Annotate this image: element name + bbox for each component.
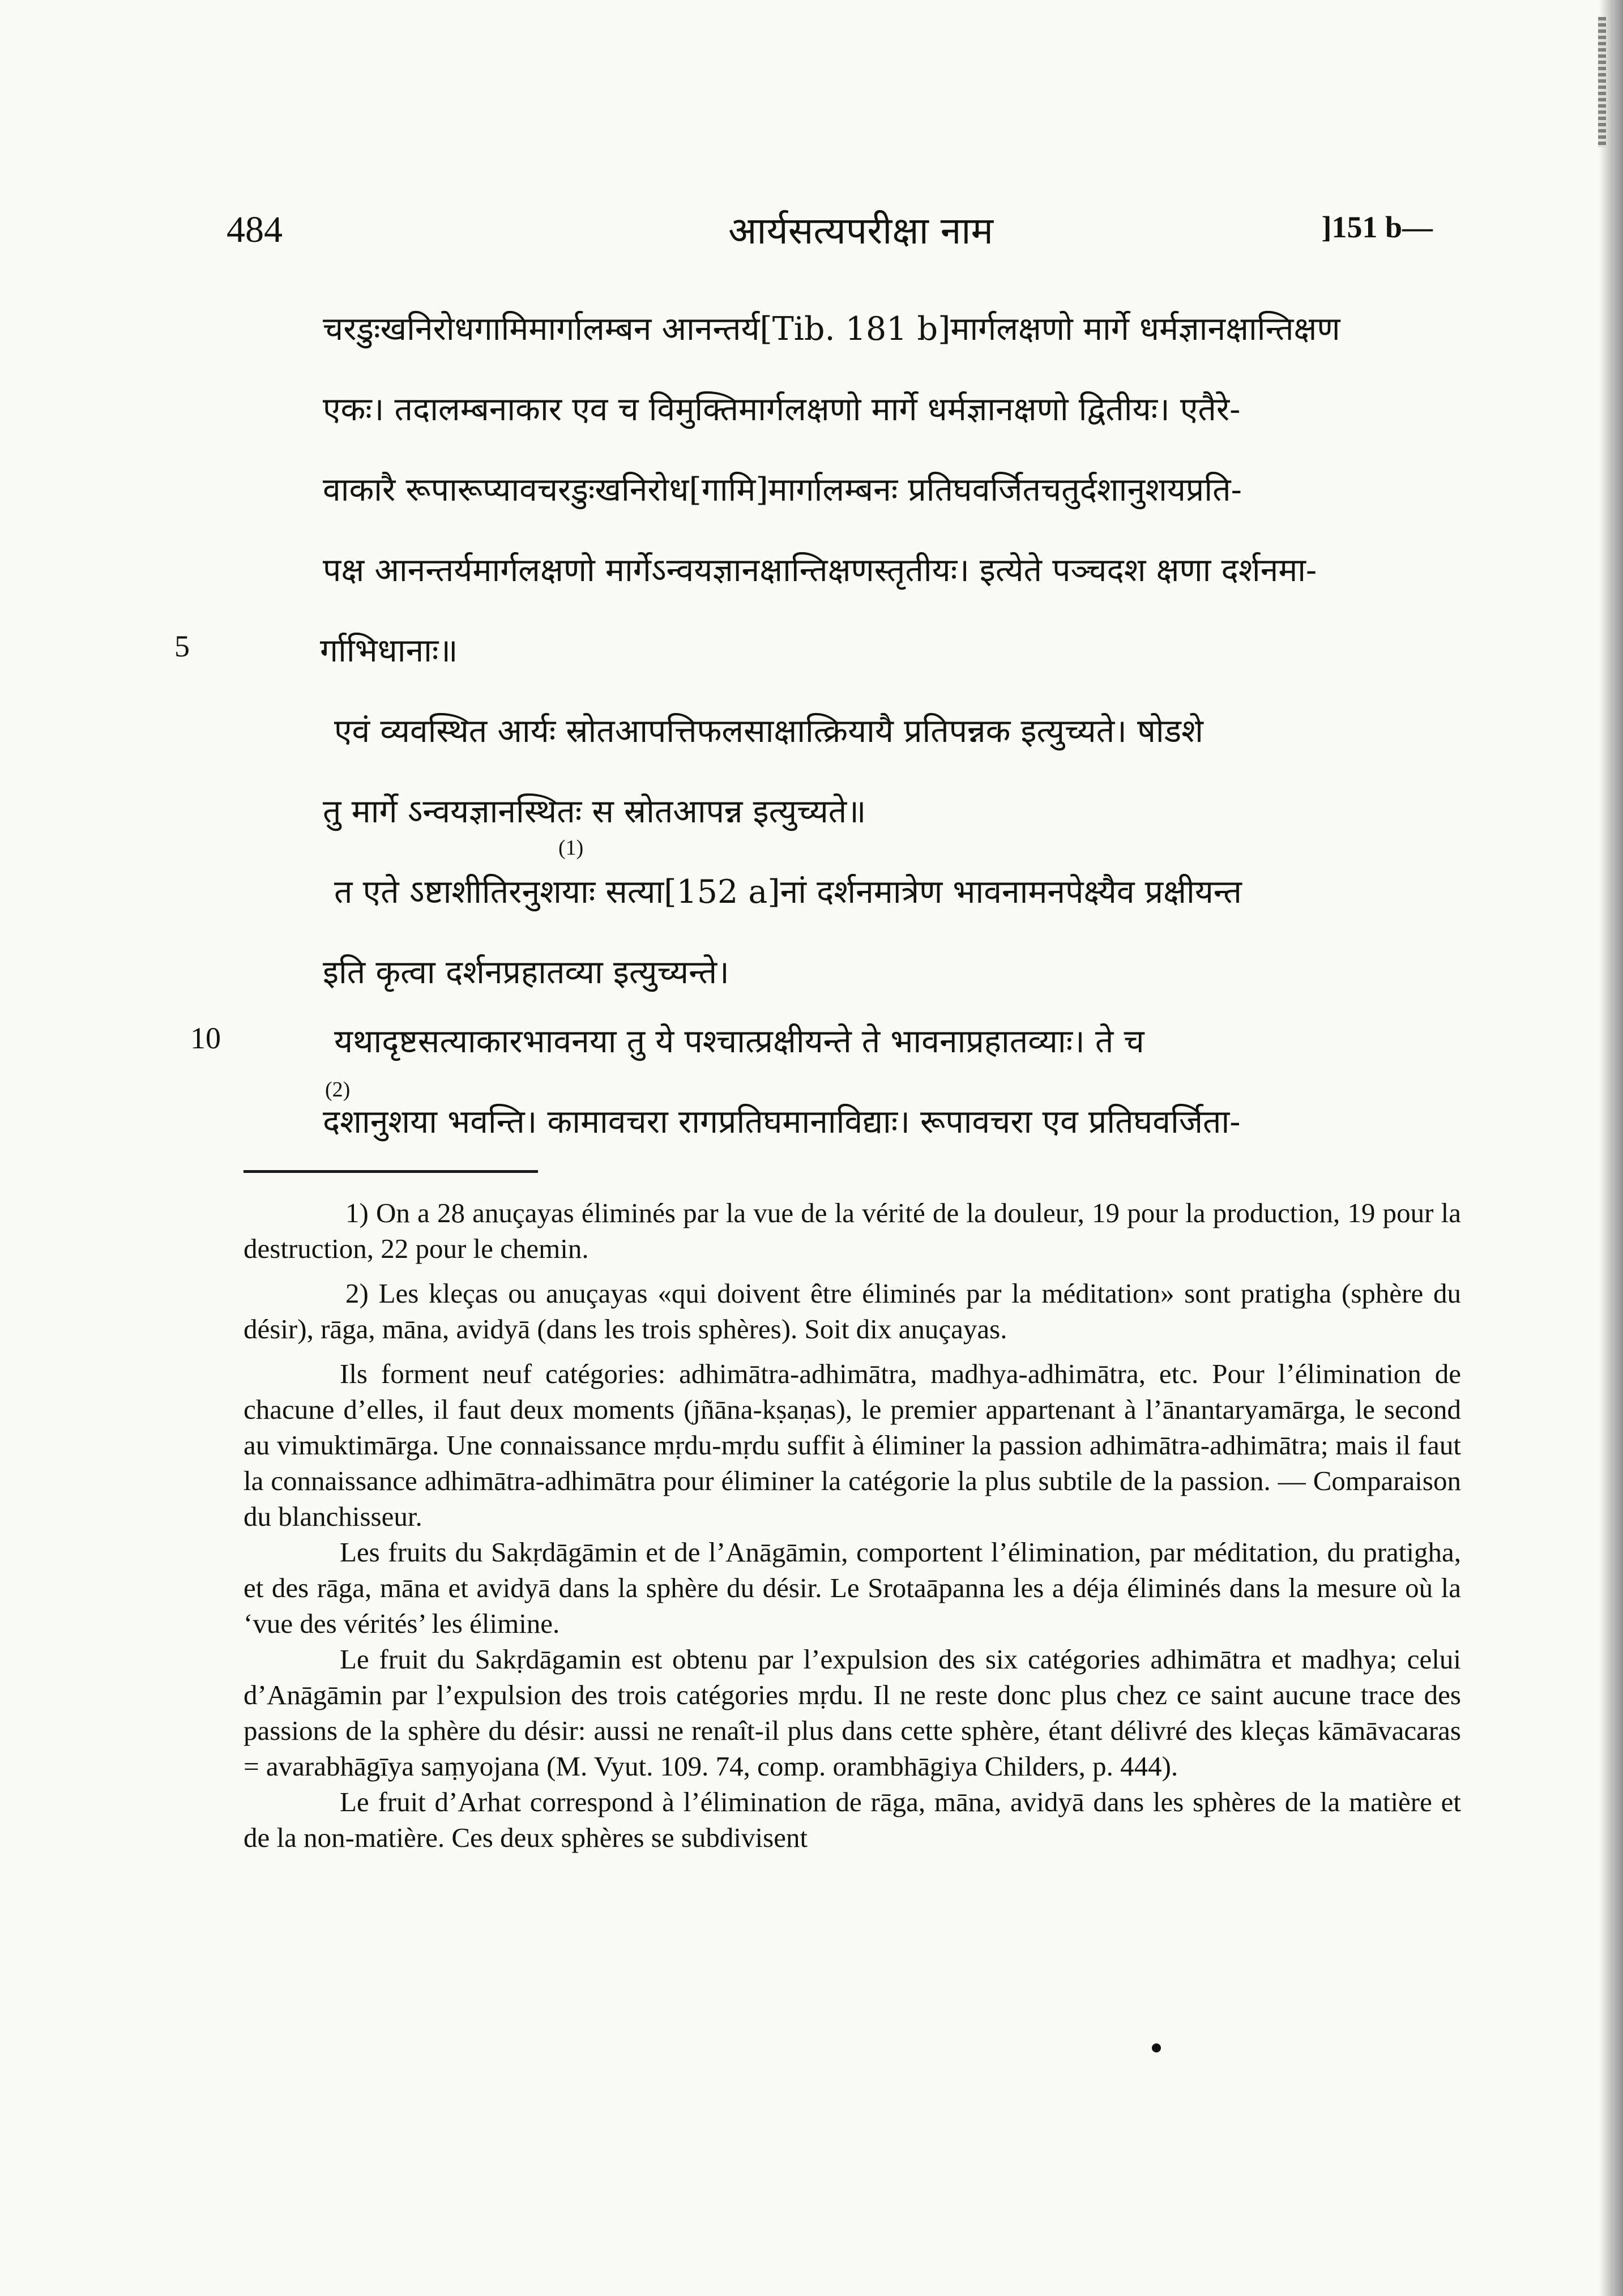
sanskrit-line: वाकारै रूपारूप्यावचरडुःखनिरोध[गामि]मार्गालम्बनः प्रतिघवर्जितचतुर्दशानुशयप्रति- <box>323 471 1242 509</box>
ink-dot <box>1152 2043 1161 2052</box>
folio-reference: ]151 b— <box>1321 210 1433 244</box>
line-number-10: 10 <box>190 1021 221 1055</box>
footnote-2: 2) Les kleças ou anuçayas «qui doivent être éliminés par la méditation» sont pratigha (sphère du désir), rāga, māna, avidyā (dans les trois sphères). Soit dix anuçayas. <box>244 1278 1461 1345</box>
sanskrit-line: त एते ऽष्टाशीतिरनुशयाः सत्या[152 a]नां दर्शनमात्रेण भावनामनपेक्ष्यैव प्रक्षीयन्त <box>334 873 1242 911</box>
running-head: आर्यसत्यपरीक्षा नाम <box>728 209 993 253</box>
footnote-separator <box>244 1170 538 1173</box>
footnote-paragraph: Les fruits du Sakṛdāgāmin et de l’Anāgāmin, comportent l’élimination, par méditation, du pratigha, et des rāga, māna et avidyā dans la sphère du désir. Le Srotaāpanna les a déja éliminés dans la mesure où la ‘vue des vérités’ les élimine. <box>244 1537 1461 1639</box>
sanskrit-line: यथादृष्टसत्याकारभावनया तु ये पश्चात्प्रक्षीयन्ते ते भावनाप्रहातव्याः। ते च <box>334 1023 1144 1060</box>
sanskrit-line: पक्ष आनन्तर्यमार्गलक्षणो मार्गेऽन्वयज्ञानक्षान्तिक्षणस्तृतीयः। इत्येते पञ्चदश क्षणा दर्शनमा- <box>323 552 1317 589</box>
line-number-5: 5 <box>174 629 190 663</box>
footnote-paragraph: Ils forment neuf catégories: adhimātra-adhimātra, madhya-adhimātra, etc. Pour l’élimination de chacune d’elles, il faut deux moments (jñāna-kṣaṇas), le premier appartenant à l’ānantaryamārga, le second au vimuktimārga. Une connaissance mṛdu-mṛdu suffit à éliminer la passion adhimātra-adhimātra; mais il faut la connaissance adhimātra-adhimātra pour éliminer la catégorie la plus subtile de la passion. — Comparaison du blanchisseur. <box>244 1358 1461 1532</box>
sanskrit-line: एवं व्यवस्थित आर्यः स्रोतआपत्तिफलसाक्षात्क्रियायै प्रतिपन्नक इत्युच्यते। षोडशे <box>334 712 1203 750</box>
sanskrit-line: इति कृत्वा दर्शनप्रहातव्या इत्युच्यन्ते। <box>323 954 729 991</box>
footnote-paragraph: Le fruit du Sakṛdāgamin est obtenu par l’expulsion des six catégories adhimātra et madhya; celui d’Anāgāmin par l’expulsion des trois catégories mṛdu. Il ne reste donc plus chez ce saint aucune trace des passions de la sphère du désir: aussi ne renaît-il plus dans cette sphère, étant délivré des kleças kāmāvacaras = avarabhāgīya saṃyojana (M. Vyut. 109. 74, comp. orambhāgiya Childers, p. 444). <box>244 1644 1461 1782</box>
scan-edge-marks <box>1598 17 1606 147</box>
sanskrit-line: चरडुःखनिरोधगामिमार्गालम्बन आनन्तर्य[Tib. 181 b]मार्गलक्षणो मार्गे धर्मज्ञानक्षान्तिक्षण <box>323 310 1340 348</box>
sanskrit-line: दशानुशया भवन्ति। कामावचरा रागप्रतिघमानाविद्याः। रूपावचरा एव प्रतिघवर्जिता- <box>323 1103 1241 1141</box>
footnote-1: 1) On a 28 anuçayas éliminés par la vue de la vérité de la douleur, 19 pour la production, 19 pour la destruction, 22 pour le chemin. <box>244 1197 1461 1264</box>
sanskrit-line: तु मार्गे ऽन्वयज्ञानस्थितः स स्रोतआपन्न इत्युच्यते॥ <box>323 793 866 830</box>
footnote-paragraph: Le fruit d’Arhat correspond à l’élimination de rāga, māna, avidyā dans les sphères de la matière et de la non-matière. Ces deux sphères se subdivisent <box>244 1786 1461 1853</box>
page-number: 484 <box>227 209 283 250</box>
footnotes <box>244 1195 1461 1855</box>
sanskrit-text-block <box>0 289 1623 1161</box>
note-mark-1: (1) <box>558 836 584 860</box>
sanskrit-line: र्गाभिधानाः॥ <box>320 632 458 669</box>
page-header <box>227 204 1433 272</box>
note-mark-2: (2) <box>325 1078 351 1102</box>
sanskrit-line: एकः। तदालम्बनाकार एव च विमुक्तिमार्गलक्षणो मार्गे धर्मज्ञानक्षणो द्वितीयः। एतैरे- <box>323 391 1241 428</box>
